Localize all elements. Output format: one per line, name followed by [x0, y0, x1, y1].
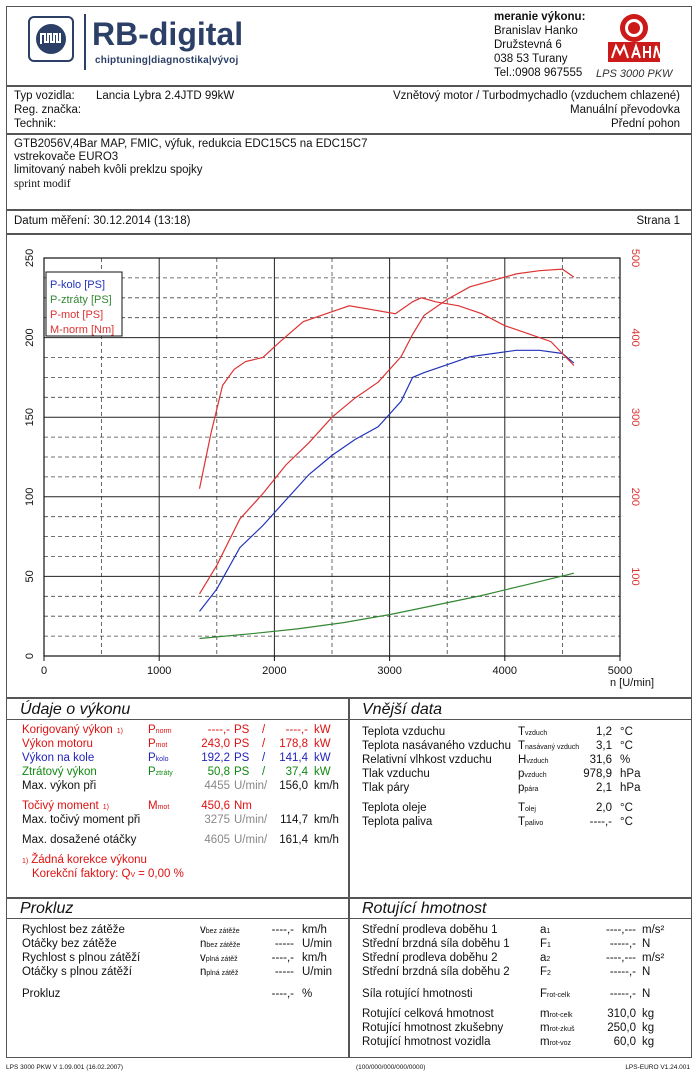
vnejsi-row-symbol-sub: vzduch: [524, 772, 547, 779]
rotujici-row-label: Střední prodleva doběhu 1: [362, 924, 498, 936]
note-line: sprint modif: [14, 178, 71, 190]
vykon-row-symbol: [148, 752, 169, 764]
contact-line: Družstevná 6: [494, 39, 562, 51]
y-left-tick-label: 0: [24, 652, 36, 660]
torque-label-text: Točivý moment: [22, 800, 99, 812]
speed-unit: km/h: [314, 780, 339, 792]
vykon-row-value-kw: 37,4: [285, 766, 308, 778]
vykon-row-symbol: [148, 738, 167, 750]
engine-info: Vznětový motor / Turbodmychadlo (vzduchem chlazené): [393, 90, 680, 102]
rotujici-row-symbol: [540, 988, 570, 1000]
vnejsi-row-symbol-sub: vzduch: [526, 758, 549, 765]
footnote-marker: 1): [102, 804, 109, 811]
vnejsi-row-label: Teplota vzduchu: [362, 726, 446, 738]
rotujici-row-symbol-sub: rot-zkuš: [549, 1026, 575, 1033]
prokluz-row-symbol-letter: v: [200, 952, 206, 964]
rotujici-row-symbol-sub: rot-celk: [549, 1012, 573, 1019]
vykon-row-unit-kw: kW: [314, 724, 331, 736]
rotujici-row-unit: kg: [642, 1036, 655, 1048]
legend-entry: P-ztráty [PS]: [50, 294, 112, 306]
speed-unit: km/h: [314, 814, 339, 826]
vykon-row-unit-ps: PS: [234, 766, 250, 778]
vykon-row-symbol: [148, 766, 173, 778]
rotujici-row-value: 60,0: [613, 1036, 636, 1048]
contact-title: meranie výkonu:: [494, 11, 586, 23]
vykon-row-symbol-letter: P: [148, 752, 156, 764]
vykon-row-separator: /: [262, 724, 266, 736]
prokluz-row-symbol: [200, 966, 238, 978]
vykon-row-separator: /: [262, 738, 266, 750]
strana: Strana 1: [636, 215, 680, 227]
brand-name: RB-digital: [92, 16, 244, 52]
series-p-kolo-ps: [200, 350, 574, 611]
contact-line: Tel.:0908 967555: [494, 67, 583, 79]
legend-entry: P-kolo [PS]: [50, 279, 106, 291]
rotujici-row-value: ----,---: [605, 924, 636, 936]
vykon-row-unit-ps: PS: [234, 752, 250, 764]
prokluz-row-value: ----,-: [271, 952, 294, 964]
vnejsi-row-symbol-letter: T: [518, 740, 526, 752]
vehicle-type-value: Lancia Lybra 2.4JTD 99kW: [96, 90, 235, 102]
footer-right: LPS-EURO V1.24.001: [625, 1064, 690, 1071]
rpm-unit: U/min/: [234, 780, 268, 792]
vnejsi-row-value: 2,0: [596, 802, 612, 814]
correction-factor-label: Korekční faktory: Q: [32, 868, 131, 880]
footer-left: LPS 3000 PKW V 1.09.001 (16.02.2007): [6, 1064, 124, 1071]
vykon-row-label-text: Výkon motoru: [22, 738, 93, 750]
vnejsi-row-value: 31,6: [589, 754, 612, 766]
vnejsi-row-symbol-sub: olej: [525, 806, 536, 813]
drive-info: Přední pohon: [610, 118, 680, 130]
vnejsi-row-symbol-letter: H: [518, 754, 527, 766]
note-line: GTB2056V,4Bar MAP, FMIC, výfuk, redukcia EDC15C5 na EDC15C7: [14, 138, 368, 150]
contact-line: Branislav Hanko: [494, 25, 578, 37]
prokluz-row-unit: U/min: [302, 966, 333, 978]
y-right-tick-label: 300: [629, 408, 641, 427]
vnejsi-row-unit: hPa: [620, 782, 641, 794]
rotujici-row-label: Rotující hmotnost zkušebny: [362, 1022, 504, 1034]
max-vykon-label: Max. výkon při: [22, 780, 97, 792]
vykon-row-separator: /: [262, 752, 266, 764]
vykon-row-label-text: Ztrátový výkon: [22, 766, 97, 778]
x-tick-label: 4000: [492, 665, 518, 677]
vnejsi-row-symbol: [518, 782, 538, 794]
rotujici-row-unit: N: [642, 938, 651, 950]
max-vykon-speed: 156,0: [279, 780, 308, 792]
rotujici-row-symbol-sub: rot-celk: [547, 992, 570, 999]
rotujici-row-value: 310,0: [607, 1008, 636, 1020]
rpm-unit: U/min/: [234, 814, 268, 826]
y-right-tick-label: 400: [629, 328, 641, 347]
vykon-row-unit-ps: PS: [234, 724, 250, 736]
x-tick-label: 5000: [607, 665, 633, 677]
vehicle-type-label: Typ vozidla:: [14, 90, 75, 102]
technik-label: Technik:: [14, 118, 57, 130]
max-rpm-speed: 161,4: [279, 834, 308, 846]
rotujici-title-rule: [349, 918, 692, 919]
rotujici-row-label: Střední brzdná síla doběhu 2: [362, 966, 510, 978]
rotujici-row-symbol-letter: m: [540, 1036, 550, 1048]
rotujici-row-unit: kg: [642, 1008, 655, 1020]
vykon-row-label: [22, 738, 93, 750]
y-left-tick-label: 150: [24, 408, 36, 427]
vnejsi-row-symbol-letter: T: [518, 816, 526, 828]
prokluz-row-symbol: [200, 952, 238, 964]
max-rpm: 4605: [204, 834, 230, 846]
correction-factor-sub: V: [130, 872, 136, 879]
rotujici-row-symbol-sub: 1: [546, 928, 551, 935]
vykon-title-rule: [6, 719, 349, 720]
vykon-title: Údaje o výkonu: [20, 701, 131, 718]
vnejsi-row-label: Relativní vlhkost vzduchu: [362, 754, 492, 766]
prokluz-row-label: Rychlost s plnou zátěží: [22, 952, 141, 964]
rotujici-row-symbol-letter: F: [540, 938, 548, 950]
vnejsi-row-symbol: [518, 740, 579, 752]
note-line: limitovaný nabeh kvôli preklzu spojky: [14, 164, 203, 176]
vnejsi-row-unit: %: [620, 754, 631, 766]
footer-center: (100/000/000/000/0000): [356, 1064, 426, 1071]
y-right-tick-label: 500: [629, 248, 641, 268]
vnejsi-row-unit: °C: [620, 802, 633, 814]
vnejsi-row-value: 978,9: [583, 768, 612, 780]
vykon-row-value-ps: 243,0: [201, 738, 230, 750]
torque-symbol-letter: M: [148, 800, 158, 812]
vykon-row-value-kw: 141,4: [279, 752, 308, 764]
vnejsi-row-label: Teplota nasávaného vzduchu: [362, 740, 511, 752]
rotujici-row-symbol: [540, 952, 550, 964]
rotujici-row-value: ----,---: [605, 952, 636, 964]
rotujici-row-label: Rotující celková hmotnost: [362, 1008, 494, 1020]
rotujici-row-symbol-sub: 2: [546, 956, 551, 963]
x-axis-label: n [U/min]: [609, 677, 655, 689]
brand-subtitle: chiptuning|diagnostika|vývoj: [95, 55, 239, 66]
series-m-norm-nm: [200, 298, 574, 489]
vnejsi-row-symbol-letter: T: [518, 802, 526, 814]
vnejsi-title-rule: [349, 719, 692, 720]
rotujici-box: [349, 898, 692, 1058]
y-left-tick-label: 100: [24, 487, 36, 506]
vykon-row-value-ps: 50,8: [207, 766, 230, 778]
reg-label: Reg. značka:: [14, 104, 82, 116]
vykon-row-unit-kw: kW: [314, 766, 331, 778]
vnejsi-row-value: ----,-: [589, 816, 612, 828]
prokluz-row-label: Prokluz: [22, 988, 61, 1000]
prokluz-row-unit: U/min: [302, 938, 333, 950]
prokluz-title-rule: [6, 918, 349, 919]
vykon-row-label: [22, 752, 94, 764]
rotujici-row-symbol-letter: F: [540, 988, 548, 1000]
rpm-unit: U/min/: [234, 834, 268, 846]
correction-note-text: Žádná korekce výkonu: [31, 854, 147, 866]
vnejsi-row-label: Tlak páry: [362, 782, 410, 794]
x-tick-label: 3000: [377, 665, 402, 677]
prokluz-row-label: Otáčky bez zátěže: [22, 938, 117, 950]
rotujici-row-unit: N: [642, 966, 651, 978]
rotujici-row-label: Střední prodleva doběhu 2: [362, 952, 498, 964]
vykon-row-unit-kw: kW: [314, 738, 331, 750]
vnejsi-row-label: Teplota paliva: [362, 816, 433, 828]
rotujici-row-value: -----,-: [609, 966, 636, 978]
rotujici-row-label: Rotující hmotnost vozidla: [362, 1036, 491, 1048]
prokluz-row-symbol-letter: v: [200, 924, 206, 936]
rotujici-row-label: Síla rotující hmotnosti: [362, 988, 473, 1000]
vnejsi-row-symbol: [518, 816, 543, 828]
vnejsi-row-unit: hPa: [620, 768, 641, 780]
vykon-row-symbol-sub: ztráty: [155, 770, 173, 777]
max-torque-label: Max. točivý moment při: [22, 814, 141, 826]
vnejsi-row-label: Teplota oleje: [362, 802, 427, 814]
vnejsi-row-value: 1,2: [596, 726, 612, 738]
rotujici-row-symbol-letter: m: [540, 1008, 550, 1020]
vnejsi-row-unit: °C: [620, 740, 633, 752]
vykon-row-symbol-letter: P: [148, 738, 156, 750]
rotujici-row-symbol-letter: a: [540, 952, 547, 964]
rotujici-row-symbol: [540, 1008, 573, 1020]
y-right-tick-label: 100: [629, 567, 641, 586]
legend-entry: P-mot [PS]: [50, 309, 104, 321]
torque-symbol: [148, 800, 169, 812]
prokluz-row-symbol-letter: n: [200, 938, 207, 950]
rotujici-row-symbol-sub: 2: [547, 970, 551, 977]
prokluz-row-label: Otáčky s plnou zátěží: [22, 966, 132, 978]
vnejsi-row-value: 2,1: [596, 782, 612, 794]
rotujici-row-symbol: [540, 966, 551, 978]
vykon-row-label-text: Výkon na kole: [22, 752, 95, 764]
vykon-row-label: [22, 766, 97, 778]
vnejsi-row-symbol-letter: p: [518, 782, 525, 794]
correction-factor-value: = 0,00 %: [138, 868, 184, 880]
rotujici-row-unit: m/s²: [642, 924, 665, 936]
vnejsi-row-symbol: [518, 802, 536, 814]
vnejsi-title: Vnější data: [362, 701, 443, 718]
prokluz-row-symbol: [200, 924, 240, 936]
max-torque-rpm: 3275: [204, 814, 230, 826]
vnejsi-row-symbol-sub: vzduch: [525, 730, 548, 737]
speed-unit: km/h: [314, 834, 339, 846]
prokluz-row-value: -----: [274, 966, 294, 978]
vykon-row-value-ps: ----,-: [207, 724, 230, 736]
rotujici-row-symbol-sub: 1: [547, 942, 551, 949]
prokluz-row-symbol-sub: bez zátěže: [206, 942, 241, 949]
vykon-row-symbol-sub: mot: [155, 742, 168, 749]
gearbox-info: Manuální převodovka: [570, 104, 680, 116]
prokluz-box: [6, 898, 349, 1058]
vnejsi-row-symbol-sub: palivo: [525, 820, 544, 827]
vnejsi-row-symbol: [518, 768, 547, 780]
contact-line: 038 53 Turany: [494, 53, 568, 65]
vnejsi-row-symbol: [518, 754, 549, 766]
rotujici-row-symbol-letter: F: [540, 966, 548, 978]
rotujici-row-symbol: [540, 1036, 571, 1048]
max-vykon-rpm: 4455: [204, 780, 230, 792]
rotujici-row-unit: kg: [642, 1022, 655, 1034]
rotujici-row-value: -----,-: [609, 988, 636, 1000]
legend-entry: M-norm [Nm]: [50, 324, 115, 336]
series-p-ztr-ty-ps: [200, 573, 574, 638]
x-tick-label: 1000: [146, 665, 172, 677]
vykon-row-symbol: [148, 724, 172, 736]
torque-value: 450,6: [201, 800, 230, 812]
max-rpm-label: Max. dosažené otáčky: [22, 834, 137, 846]
vykon-row-unit-kw: kW: [314, 752, 331, 764]
torque-unit: Nm: [234, 800, 252, 812]
y-left-tick-label: 250: [24, 248, 36, 268]
vykon-row-symbol-letter: P: [148, 766, 156, 778]
torque-symbol-sub: mot: [157, 804, 170, 811]
prokluz-row-unit: km/h: [302, 952, 327, 964]
torque-label: [22, 800, 109, 812]
vykon-row-value-ps: 192,2: [201, 752, 230, 764]
rotujici-row-label: Střední brzdná síla doběhu 1: [362, 938, 510, 950]
vykon-row-label-text: Korigovaný výkon: [22, 724, 113, 736]
vnejsi-row-symbol-sub: pára: [524, 786, 539, 793]
vnejsi-row-label: Tlak vzduchu: [362, 768, 430, 780]
prokluz-row-symbol-sub: bez zátěže: [205, 928, 240, 935]
footnote-marker: 1): [116, 728, 124, 735]
y-right-tick-label: 200: [629, 487, 641, 506]
vnejsi-row-unit: °C: [620, 726, 633, 738]
rotujici-row-symbol-letter: a: [540, 924, 547, 936]
prokluz-row-unit: %: [302, 988, 313, 1000]
vykon-row-unit-ps: PS: [234, 738, 250, 750]
y-left-tick-label: 200: [24, 328, 36, 347]
rotujici-row-symbol-sub: rot-voz: [549, 1040, 571, 1047]
prokluz-row-symbol-sub: plná zátěž: [206, 970, 239, 977]
vykon-row-symbol-letter: P: [148, 724, 156, 736]
vnejsi-row-unit: °C: [620, 816, 633, 828]
vykon-row-label: [22, 724, 123, 736]
rotujici-title: Rotující hmotnost: [362, 900, 487, 917]
vykon-row-value-kw: 178,8: [279, 738, 308, 750]
vykon-row-value-kw: ----,-: [285, 724, 308, 736]
rotujici-row-unit: m/s²: [642, 952, 665, 964]
x-tick-label: 2000: [262, 665, 287, 677]
vykon-row-separator: /: [262, 766, 266, 778]
prokluz-row-label: Rychlost bez zátěže: [22, 924, 125, 936]
x-tick-label: 0: [40, 665, 48, 677]
prokluz-row-symbol-letter: n: [200, 966, 207, 978]
max-torque-speed: 114,7: [280, 814, 308, 826]
prokluz-row-unit: km/h: [302, 924, 327, 936]
note-line: vstrekovače EURO3: [14, 151, 119, 163]
vnejsi-row-symbol-sub: nasávaný vzduch: [525, 744, 580, 751]
prokluz-row-value: -----: [274, 938, 294, 950]
rotujici-row-value: 250,0: [607, 1022, 636, 1034]
vnejsi-row-symbol-letter: p: [518, 768, 525, 780]
vykon-row-symbol-sub: norm: [155, 728, 172, 735]
prokluz-title: Prokluz: [20, 900, 74, 917]
footnote-marker: 1): [22, 858, 29, 865]
datum: Datum měření: 30.12.2014 (13:18): [14, 215, 191, 227]
rotujici-row-symbol: [540, 938, 551, 950]
rotujici-row-symbol: [540, 1022, 575, 1034]
prokluz-row-value: ----,-: [271, 988, 294, 1000]
vnejsi-row-value: 3,1: [596, 740, 612, 752]
y-left-tick-label: 50: [24, 570, 36, 583]
correction-note: [22, 854, 147, 866]
rotujici-row-symbol: [540, 924, 550, 936]
rotujici-row-symbol-letter: m: [540, 1022, 550, 1034]
vnejsi-row-symbol: [518, 726, 547, 738]
prokluz-row-symbol-sub: plná zátěž: [205, 956, 238, 963]
maha-label: LPS 3000 PKW: [596, 68, 673, 80]
vnejsi-row-symbol-letter: T: [518, 726, 526, 738]
rotujici-row-value: -----,-: [609, 938, 636, 950]
vykon-row-symbol-sub: kolo: [155, 756, 169, 763]
prokluz-row-symbol: [200, 938, 240, 950]
prokluz-row-value: ----,-: [271, 924, 294, 936]
correction-factor: [32, 868, 184, 880]
rotujici-row-unit: N: [642, 988, 651, 1000]
